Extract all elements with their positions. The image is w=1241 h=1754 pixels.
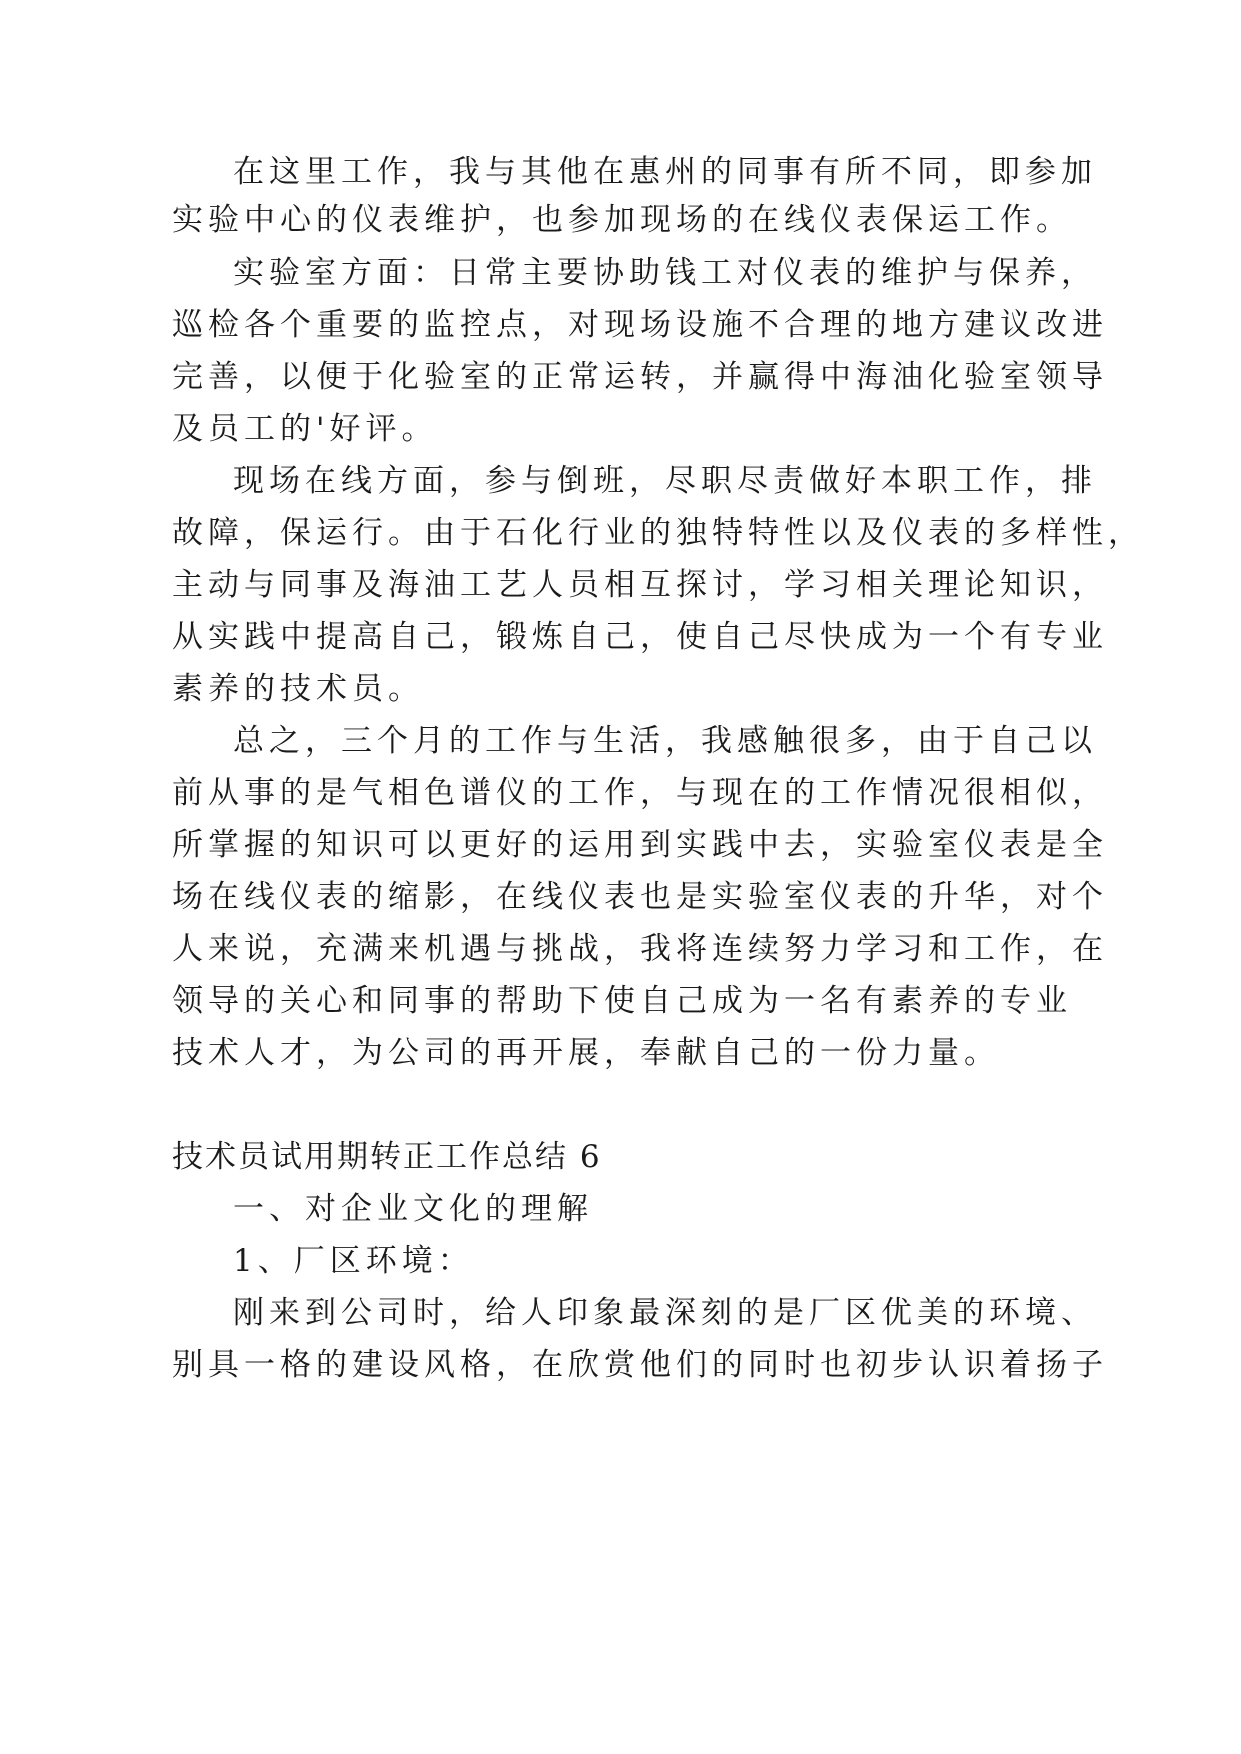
text-line: 完善，以便于化验室的正常运转，并赢得中海油化验室领导 <box>172 359 1108 395</box>
text-line: 素养的技术员。 <box>172 671 424 707</box>
text-line: 技术人才，为公司的再开展，奉献自己的一份力量。 <box>172 1035 1000 1071</box>
text-line: 巡检各个重要的监控点，对现场设施不合理的地方建议改进 <box>172 307 1108 343</box>
text-line: 领导的关心和同事的帮助下使自己成为一名有素养的专业 <box>172 983 1072 1019</box>
text-line: 别具一格的建设风格，在欣赏他们的同时也初步认识着扬子 <box>172 1347 1108 1383</box>
text-line: 场在线仪表的缩影，在线仪表也是实验室仪表的升华，对个 <box>172 879 1108 915</box>
text-line: 及员工的'好评。 <box>172 411 438 447</box>
text-line: 从实践中提高自己，锻炼自己，使自己尽快成为一个有专业 <box>172 619 1108 655</box>
text-line: 总之，三个月的工作与生活，我感触很多，由于自己以 <box>233 723 1097 759</box>
text-line: 主动与同事及海油工艺人员相互探讨，学习相关理论知识， <box>172 567 1108 603</box>
text-line: 实验中心的仪表维护，也参加现场的在线仪表保运工作。 <box>172 202 1072 238</box>
text-line: 人来说，充满来机遇与挑战，我将连续努力学习和工作，在 <box>172 931 1108 967</box>
subsection-heading: 一、对企业文化的理解 <box>233 1191 593 1227</box>
text-line: 在这里工作，我与其他在惠州的同事有所不同，即参加 <box>233 154 1097 190</box>
text-line: 所掌握的知识可以更好的运用到实践中去，实验室仪表是全 <box>172 827 1108 863</box>
text-line: 前从事的是气相色谱仪的工作，与现在的工作情况很相似， <box>172 775 1108 811</box>
text-line: 现场在线方面，参与倒班，尽职尽责做好本职工作，排 <box>233 463 1097 499</box>
text-line: 实验室方面：日常主要协助钱工对仪表的维护与保养， <box>233 255 1097 291</box>
list-item-heading: 1、厂区环境： <box>233 1243 474 1279</box>
text-line: 刚来到公司时，给人印象最深刻的是厂区优美的环境、 <box>233 1295 1097 1331</box>
section-heading: 技术员试用期转正工作总结 6 <box>172 1139 602 1175</box>
text-line: 故障，保运行。由于石化行业的独特特性以及仪表的多样性， <box>172 515 1144 551</box>
